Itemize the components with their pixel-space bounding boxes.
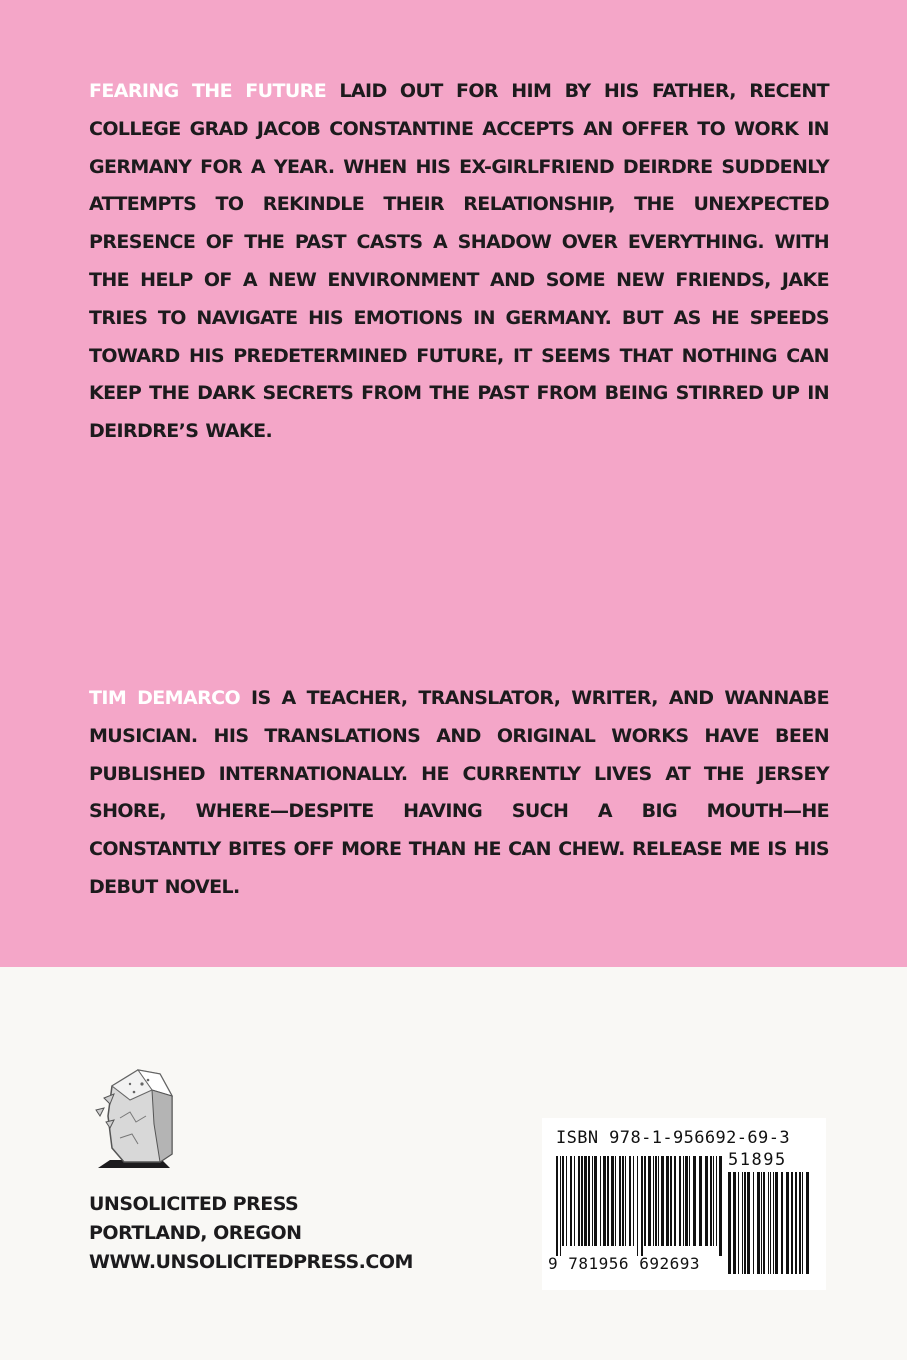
barcode-bar	[781, 1172, 783, 1274]
barcode-bar	[600, 1156, 601, 1246]
synopsis-highlight: FEARING THE FUTURE	[89, 80, 327, 102]
synopsis-text: LAID OUT FOR HIM BY HIS FATHER, RECENT COLLEGE GRAD JACOB CONSTANTINE ACCEPTS AN OFFER TO WORK IN GERMANY FOR A YEAR. WHEN HIS EX-GIRLFRIEND DEIRDRE SUDDENLY ATTEMPTS TO REKINDLE THEIR RELATIONSHIP, THE UNEXPECTED PRESENCE OF THE PAST CASTS A SHADOW OVER EVERYTHING. WITH THE HELP OF A NEW ENVIRONMENT AND SOME NEW FRIENDS, JAKE TRIES TO NAVIGATE HIS EMOTIONS IN GERMANY. BUT AS HE SPEEDS TOWARD HIS PREDETERMINED FUTURE, IT SEEMS THAT NOTHING CAN KEEP THE DARK SECRETS FROM THE PAST FROM BEING STIRRED UP IN DEIRDRE’S WAKE.	[89, 80, 829, 443]
barcode-bar	[655, 1156, 657, 1246]
barcode-bar	[674, 1156, 676, 1246]
barcode-bar	[594, 1156, 597, 1246]
barcode-bar	[710, 1156, 712, 1246]
barcode-bar	[742, 1172, 743, 1274]
barcode-bar	[733, 1172, 736, 1274]
barcode-bar	[562, 1156, 564, 1246]
barcode-bar	[713, 1156, 714, 1246]
barcode-bar	[806, 1172, 809, 1274]
barcode-bar	[603, 1156, 606, 1246]
barcode-bar	[795, 1172, 797, 1274]
barcode-bar	[693, 1156, 696, 1246]
barcode-bar	[699, 1156, 702, 1246]
publisher-name: UNSOLICITED PRESS	[89, 1193, 299, 1215]
barcode-bar	[666, 1156, 669, 1246]
ean-digits: 9 781956 692693	[548, 1254, 700, 1273]
barcode-bar	[581, 1156, 583, 1246]
price-code: 51895	[728, 1150, 787, 1170]
barcode-bar	[629, 1156, 631, 1246]
barcode-bar	[728, 1172, 731, 1274]
barcode-bar	[705, 1156, 708, 1246]
barcode-bar	[744, 1172, 746, 1274]
barcode-bar	[791, 1172, 793, 1274]
barcode-bar	[607, 1156, 609, 1246]
barcode-bar	[641, 1156, 643, 1256]
barcode-bar	[773, 1172, 774, 1274]
barcode-bar	[556, 1156, 558, 1256]
barcode-bar	[763, 1172, 765, 1274]
barcode-bar	[615, 1156, 616, 1246]
barcode-bar	[619, 1156, 621, 1246]
isbn-label: ISBN 978-1-956692-69-3	[556, 1128, 790, 1148]
barcode-bar	[578, 1156, 580, 1246]
publisher-location: PORTLAND, OREGON	[89, 1222, 302, 1244]
barcode-bar	[637, 1156, 638, 1256]
barcode-bar	[574, 1156, 575, 1246]
barcode-bar	[770, 1172, 771, 1274]
rock-logo-icon	[90, 1064, 182, 1172]
barcode-bar	[588, 1156, 590, 1246]
barcode-bar	[753, 1172, 754, 1274]
barcode-bar	[661, 1156, 664, 1246]
publisher-website: WWW.UNSOLICITEDPRESS.COM	[89, 1251, 413, 1273]
barcode-bar	[685, 1156, 688, 1246]
barcode-bar	[584, 1156, 587, 1246]
barcode-bar	[775, 1172, 778, 1274]
author-bio-paragraph	[89, 680, 829, 907]
barcode-bar	[566, 1156, 567, 1246]
barcode-bar	[560, 1156, 561, 1256]
barcode-bar	[592, 1156, 593, 1246]
barcode-bar	[786, 1172, 789, 1274]
barcode-bar	[802, 1172, 803, 1274]
barcode-bar	[648, 1156, 651, 1246]
barcode-bar	[570, 1156, 572, 1246]
author-name-highlight: TIM DEMARCO	[89, 687, 240, 709]
barcode-bar	[761, 1172, 762, 1274]
author-bio-text: IS A TEACHER, TRANSLATOR, WRITER, AND WANNABE MUSICIAN. HIS TRANSLATIONS AND ORIGINAL WORKS HAVE BEEN PUBLISHED INTERNATIONALLY. HE CURRENTLY LIVES AT THE JERSEY SHORE, WHERE—DESPITE HAVING SUCH A BIG MOUTH—HE CONSTANTLY BITES OFF MORE THAN HE CAN CHEW. RELEASE ME IS HIS DEBUT NOVEL.	[89, 687, 829, 898]
barcode-bar	[653, 1156, 654, 1246]
barcode-bar	[670, 1156, 672, 1246]
barcode-bar	[747, 1172, 750, 1274]
price-barcode-bars	[728, 1172, 812, 1284]
barcode-bar	[757, 1172, 760, 1274]
synopsis-paragraph	[89, 73, 829, 451]
barcode-bar	[683, 1156, 684, 1246]
barcode-bar	[738, 1172, 739, 1274]
barcode-bar	[768, 1172, 769, 1274]
barcode-bar	[719, 1156, 722, 1256]
barcode-bar	[689, 1156, 690, 1246]
barcode-bar	[611, 1156, 614, 1246]
barcode-bar	[622, 1156, 624, 1246]
barcode-bar	[633, 1156, 634, 1246]
barcode-bar	[658, 1156, 659, 1246]
barcode-bar	[625, 1156, 626, 1246]
barcode-bar	[644, 1156, 646, 1246]
barcode-bar	[799, 1172, 801, 1274]
ean-barcode-bars	[556, 1156, 722, 1256]
publisher-info	[89, 1190, 413, 1277]
barcode-bar	[679, 1156, 681, 1246]
barcode-bar	[716, 1156, 717, 1246]
